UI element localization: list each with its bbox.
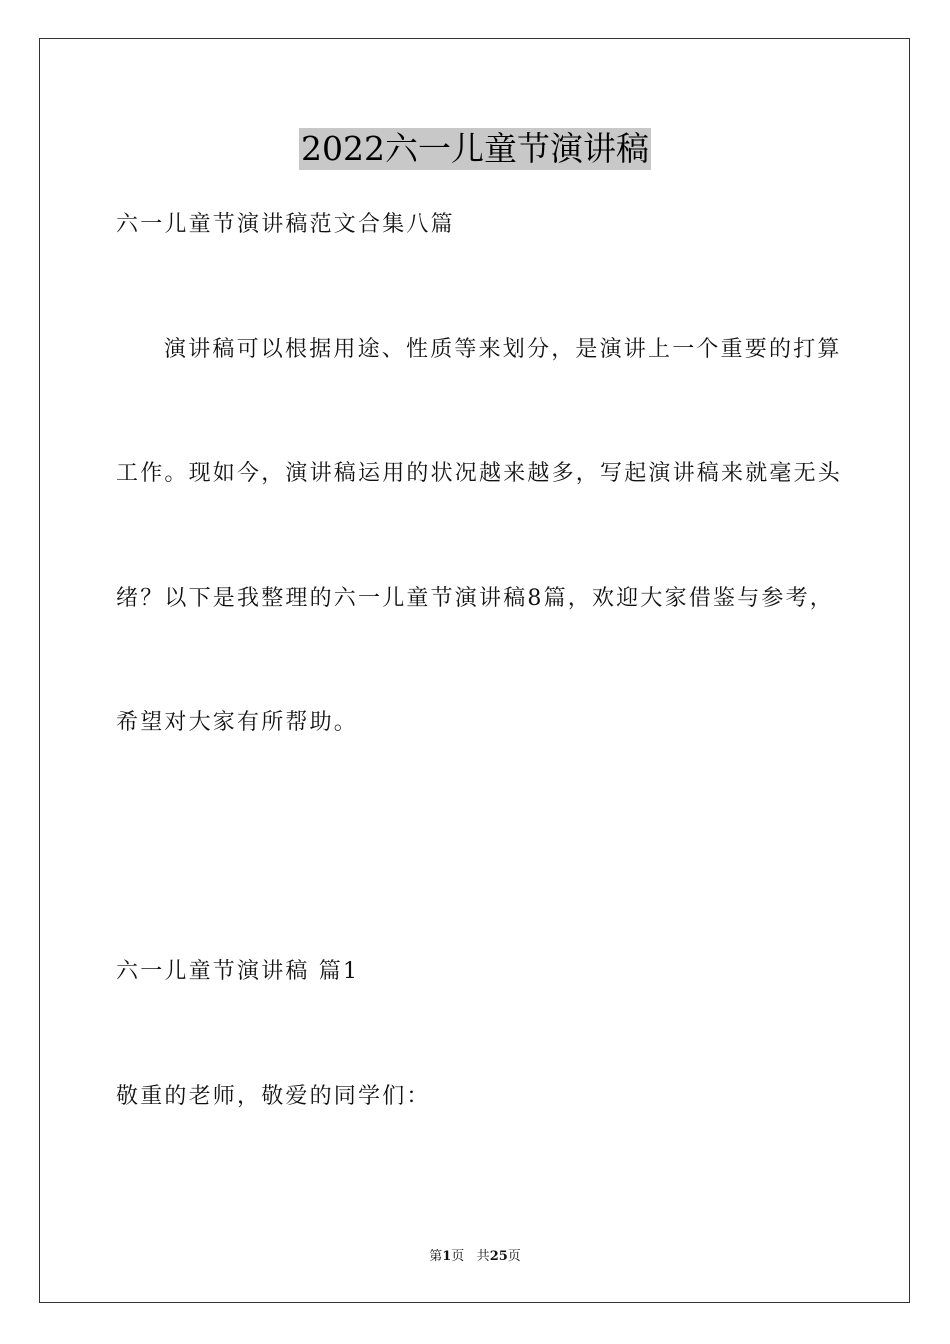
footer-total-pages: 25 [489, 1249, 508, 1264]
document-title: 2022六一儿童节演讲稿 [301, 129, 649, 168]
title-container [0, 128, 950, 170]
page-footer [0, 1248, 950, 1266]
footer-page-suffix: 页 [451, 1249, 465, 1264]
intro-paragraph-line-2: 工作。现如今，演讲稿运用的状况越来越多，写起演讲稿来就毫无头 [116, 461, 843, 486]
footer-total-suffix: 页 [507, 1249, 521, 1264]
footer-total-prefix: 共 [476, 1249, 490, 1264]
section-heading: 六一儿童节演讲稿 篇1 [116, 959, 360, 984]
intro-paragraph-line-1: 演讲稿可以根据用途、性质等来划分，是演讲上一个重要的打算 [164, 337, 842, 362]
intro-paragraph-line-3: 绪？以下是我整理的六一儿童节演讲稿8篇，欢迎大家借鉴与参考， [116, 586, 834, 611]
footer-page-number: 1 [442, 1249, 452, 1264]
greeting-line: 敬重的老师，敬爱的同学们： [116, 1084, 431, 1109]
intro-paragraph-line-4: 希望对大家有所帮助。 [116, 710, 359, 735]
document-subtitle: 六一儿童节演讲稿范文合集八篇 [116, 212, 455, 237]
footer-page-prefix: 第 [429, 1249, 443, 1264]
